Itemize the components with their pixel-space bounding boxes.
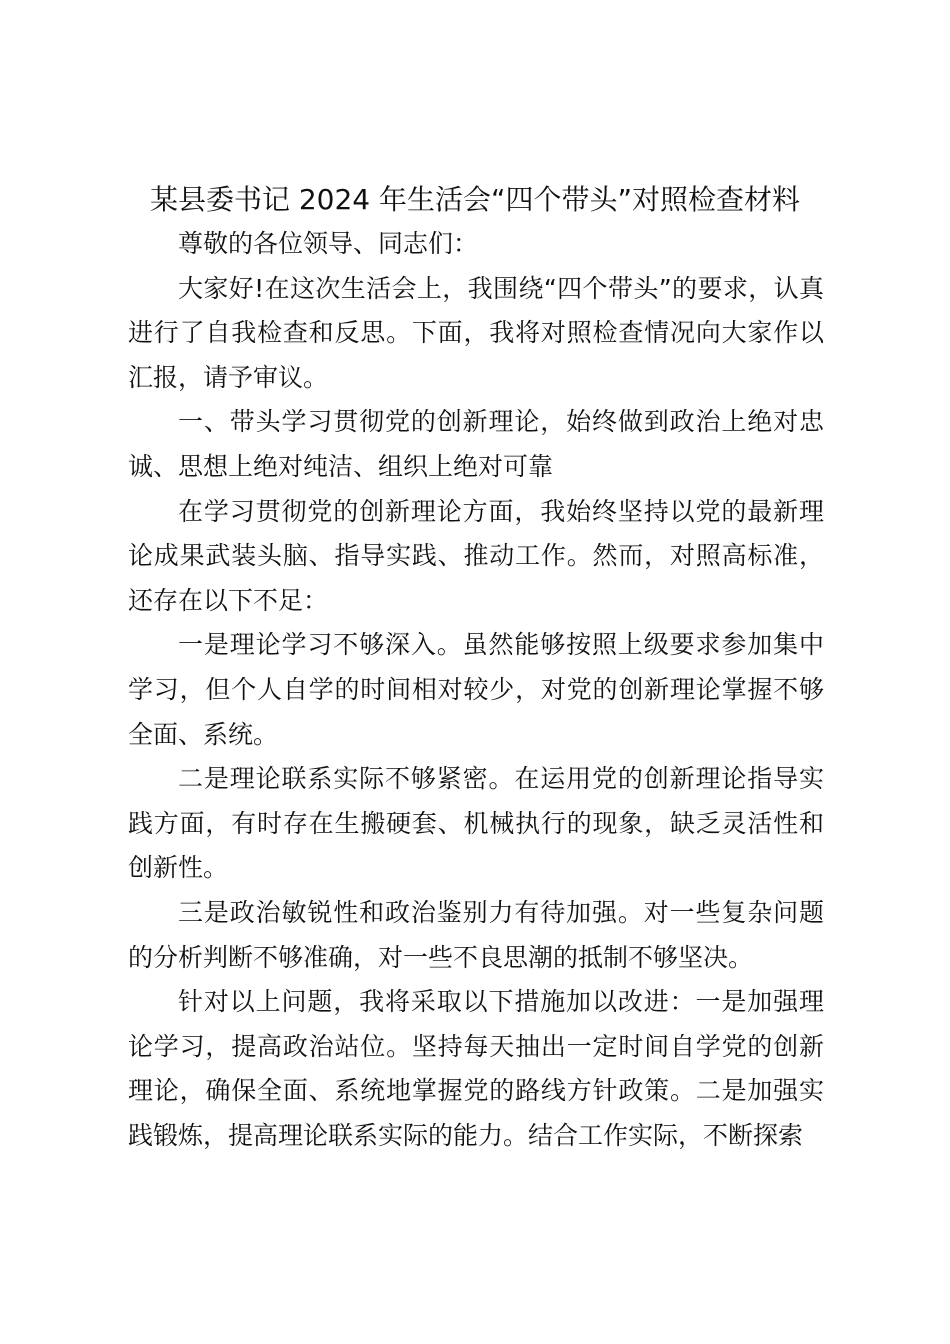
- paragraph-intro: 在学习贯彻党的创新理论方面，我始终坚持以党的最新理论成果武装头脑、指导实践、推动工作。然而，对照高标准，还存在以下不足：: [128, 496, 824, 615]
- paragraph-measures: 针对以上问题，我将采取以下措施加以改进：一是加强理论学习，提高政治站位。坚持每天抽出一定时间自学党的创新理论，确保全面、系统地掌握党的路线方针政策。二是加强实践锻炼，提高理论联系实际的能力。结合工作实际，不断探索: [128, 987, 824, 1150]
- document-title: 某县委书记 2024 年生活会“四个带头”对照检查材料: [149, 183, 801, 216]
- paragraph-issue-1: 一是理论学习不够深入。虽然能够按照上级要求参加集中学习，但个人自学的时间相对较少，对党的创新理论掌握不够全面、系统。: [128, 630, 824, 749]
- salutation: 尊敬的各位领导、同志们：: [178, 229, 479, 258]
- section-heading-1: 一、带头学习贯彻党的创新理论，始终做到政治上绝对忠诚、思想上绝对纯洁、组织上绝对可靠: [128, 407, 824, 481]
- document-body: [128, 222, 824, 1158]
- paragraph-issue-3: 三是政治敏锐性和政治鉴别力有待加强。对一些复杂问题的分析判断不够准确，对一些不良思潮的抵制不够坚决。: [128, 897, 824, 972]
- paragraph-issue-2: 二是理论联系实际不够紧密。在运用党的创新理论指导实践方面，有时存在生搬硬套、机械执行的现象，缺乏灵活性和创新性。: [128, 764, 824, 883]
- paragraph-opening: 大家好!在这次生活会上，我围绕“四个带头”的要求，认真进行了自我检查和反思。下面，我将对照检查情况向大家作以汇报，请予审议。: [128, 273, 824, 392]
